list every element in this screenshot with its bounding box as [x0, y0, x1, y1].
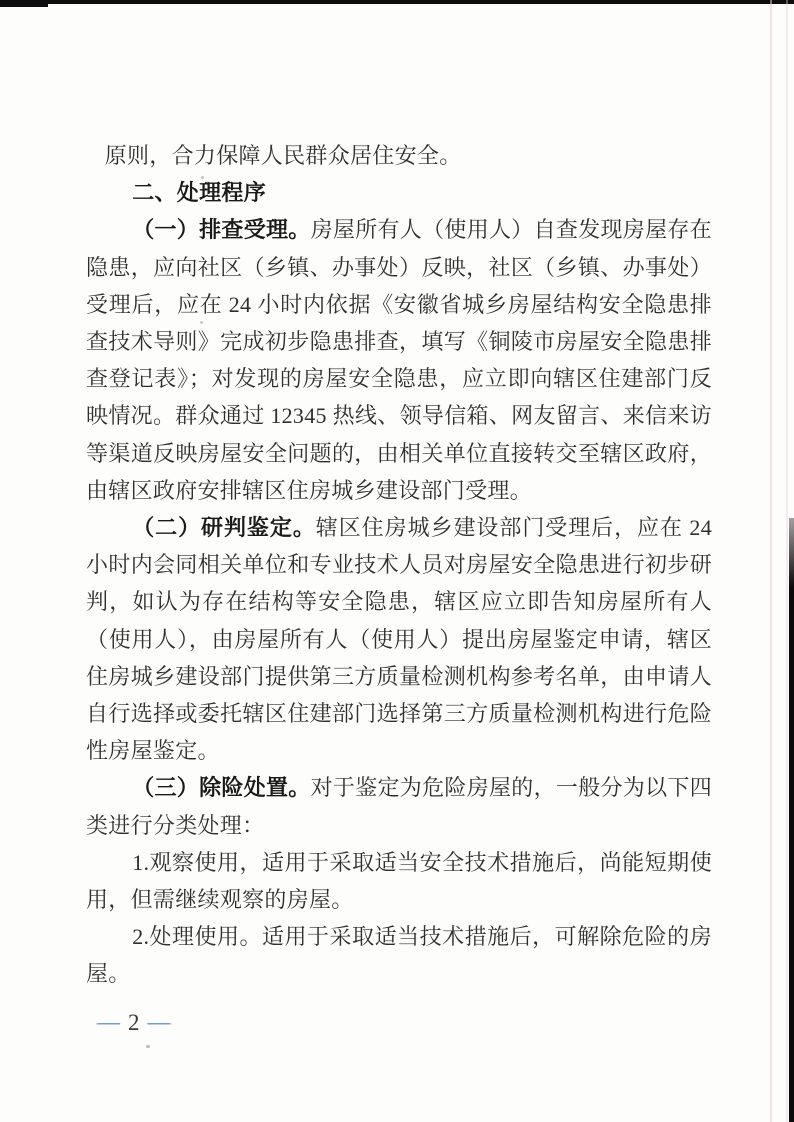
paragraph-text: 房屋所有人（使用人）自查发现房屋存在隐患，应向社区（乡镇、办事处）反映，社区（乡镇、办事处）受理后，应在 24 小时内依据《安徽省城乡房屋结构安全隐患排查技术导则》完成初步隐患排查，填写《铜陵市房屋安全隐患排查登记表》；对发现的房屋安全隐患，应立即向辖区住建部门反映情况。群众通过 12345 热线、领导信箱、网友留言、来信来访等渠道反映房屋安全问题的，由相关单位直接转交至辖区政府，由辖区政府安排辖区住房城乡建设部门受理。 — [86, 217, 712, 503]
paragraph-lead: （一）排查受理。 — [132, 217, 311, 243]
scan-artifact-vertical-line — [786, 0, 788, 1122]
paragraph-text: 2.处理使用。适用于采取适当技术措施后，可解除危险的房屋。 — [86, 924, 712, 987]
paragraph-text: 原则，合力保障人民群众居住安全。 — [104, 143, 462, 168]
paragraph-text: 对于鉴定为危险房屋的，一般分为以下四类进行分类处理： — [86, 775, 712, 838]
scan-artifact-vertical-line — [770, 0, 772, 1122]
page-number-dash-right: — — [147, 1009, 170, 1034]
paragraph-danger-removal — [86, 769, 712, 843]
scan-artifact-top-left-corner — [0, 0, 48, 7]
paragraph-lead: （三）除险处置。 — [132, 775, 311, 801]
scan-artifact-right-edge — [789, 518, 794, 1122]
document-body — [86, 137, 712, 993]
paragraph-continuation — [86, 137, 712, 174]
section-heading-text: 二、处理程序 — [132, 180, 266, 206]
scan-speck — [146, 1045, 150, 1048]
section-heading-processing-procedure — [86, 174, 712, 211]
page-number-value: 2 — [128, 1009, 140, 1035]
paragraph-inspection-acceptance — [86, 211, 712, 509]
paragraph-text: 1.观察使用，适用于采取适当安全技术措施后，尚能短期使用，但需继续观察的房屋。 — [86, 849, 712, 913]
paragraph-text: 辖区住房城乡建设部门受理后，应在 24 小时内会同相关单位和专业技术人员对房屋安全隐患进行初步研判，如认为存在结构等安全隐患，辖区应立即告知房屋所有人（使用人），由房屋所有人（使用人）提出房屋鉴定申请，辖区住房城乡建设部门提供第三方质量检测机构参考名单，由申请人自行选择或委托辖区住建部门选择第三方质量检测机构进行危险性房屋鉴定。 — [86, 515, 713, 764]
scan-artifact-top-edge — [0, 0, 794, 4]
page-number — [98, 1006, 170, 1038]
page-number-dash-left: — — [98, 1009, 120, 1034]
paragraph-lead: （二）研判鉴定。 — [132, 515, 316, 541]
list-item-observe-use — [86, 844, 712, 918]
paragraph-judgement-appraisal — [86, 509, 712, 769]
list-item-treat-use — [86, 918, 712, 992]
